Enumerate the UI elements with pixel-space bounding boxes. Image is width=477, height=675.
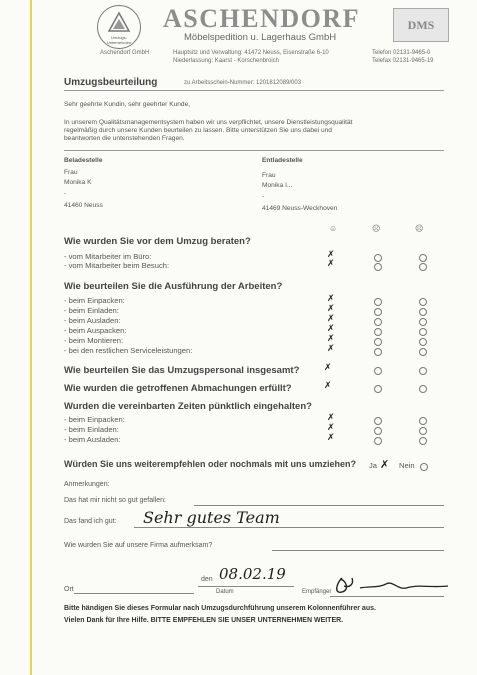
recipient-line[interactable]	[330, 596, 444, 597]
q2-item-3-radio-medium[interactable]	[374, 318, 382, 326]
logo-text: Umzugs-Unternehmen	[106, 35, 132, 45]
q2-title: Wie beurteilen Sie die Ausführung der Arbeiten?	[64, 281, 283, 292]
company-sub: Möbelspedition u. Lagerhaus GmbH	[184, 32, 337, 43]
q2-item-1-radio-medium[interactable]	[374, 298, 382, 306]
unload-dash: -	[262, 193, 265, 200]
q2-item-6-radio-medium[interactable]	[374, 348, 382, 356]
date-handwritten: 08.02.19	[219, 565, 286, 583]
q3-checked-good[interactable]: ✗	[324, 363, 332, 373]
q5-item-2-radio-bad[interactable]	[419, 427, 427, 435]
unload-salutation: Frau	[262, 172, 276, 179]
q5-item-1: - beim Einpacken:	[64, 415, 125, 424]
q2-item-3-radio-bad[interactable]	[419, 318, 427, 326]
q1-item-2-checked-good[interactable]: ✗	[327, 259, 335, 269]
q1-item-1-checked-good[interactable]: ✗	[327, 250, 335, 260]
q2-item-4-radio-bad[interactable]	[419, 328, 427, 336]
intro-line-1: In unserem Qualitätsmanagementsystem haben wir uns verpflichtet, unsere Dienstleistungsqualität	[64, 119, 353, 126]
q5-title: Wurden die vereinbarten Zeiten pünktlich eingehalten?	[64, 401, 312, 412]
title-divider	[64, 90, 444, 91]
q3-title: Wie beurteilen Sie das Umzugspersonal insgesamt?	[64, 365, 300, 376]
load-label: Beladestelle	[64, 157, 103, 164]
q1-item-1: - vom Mitarbeiter im Büro:	[64, 252, 152, 261]
greeting: Sehr geehrte Kundin, sehr geehrter Kunde,	[64, 101, 191, 108]
q2-item-5: - beim Montieren:	[64, 336, 124, 345]
q6-nein-label: Nein	[399, 461, 415, 470]
load-city: 41460 Neuss	[64, 202, 103, 209]
q6-title: Würden Sie uns weiterempfehlen oder nochmals mit uns umziehen?	[64, 459, 357, 469]
good-handwritten-value: Sehr gutes Team	[143, 508, 280, 527]
q2-item-6: - bei den restlichen Serviceleistungen:	[64, 346, 193, 355]
place-input-line[interactable]	[74, 593, 194, 594]
q2-item-1-radio-bad[interactable]	[419, 298, 427, 306]
remarks-title: Anmerkungen:	[64, 481, 110, 488]
q1-item-2-radio-bad[interactable]	[419, 263, 427, 271]
date-line[interactable]	[198, 586, 294, 587]
q1-item-1-radio-medium[interactable]	[374, 254, 382, 262]
q5-item-1-radio-medium[interactable]	[374, 417, 382, 425]
load-dash: -	[64, 190, 67, 197]
q5-item-1-checked-good[interactable]: ✗	[327, 413, 335, 423]
address-divider	[64, 150, 444, 151]
load-salutation: Frau	[64, 169, 78, 176]
order-number: zu Arbeitsschein-Nummer: 1201812089/003	[184, 80, 302, 86]
q1-item-2: - vom Mitarbeiter beim Besuch:	[64, 261, 170, 270]
q5-item-3: - beim Ausladen:	[64, 435, 121, 444]
q2-item-1: - beim Einpacken:	[64, 296, 125, 305]
q1-item-2-radio-medium[interactable]	[374, 263, 382, 271]
q2-item-4: - beim Auspacken:	[64, 326, 127, 335]
unload-city: 41469 Neuss-Weckhoven	[262, 205, 338, 212]
load-name: Monika K	[64, 179, 92, 186]
certification-badge: DMS	[393, 8, 449, 42]
q6-ja-checked[interactable]: ✗	[380, 458, 390, 471]
q6-ja-label: Ja	[369, 461, 378, 470]
q5-item-2-checked-good[interactable]: ✗	[327, 423, 335, 433]
q1-title: Wie wurden Sie vor dem Umzug beraten?	[64, 236, 251, 247]
date-prefix: den	[201, 576, 213, 583]
q5-item-1-radio-bad[interactable]	[419, 417, 427, 425]
rating-good-icon: ☺	[329, 224, 338, 233]
intro-line-2: regelmäßig durch unsere Kunden beurteilen zu lassen. Bitte unterstützen Sie uns dabei und	[64, 127, 332, 134]
q5-item-3-checked-good[interactable]: ✗	[327, 433, 335, 443]
good-label: Das fand ich gut:	[64, 518, 117, 525]
intro-line-3: beantworten die untenstehenden Fragen.	[64, 135, 185, 142]
q2-item-3: - beim Ausladen:	[64, 316, 121, 325]
q2-item-4-radio-medium[interactable]	[374, 328, 382, 336]
q3-radio-bad[interactable]	[419, 367, 427, 375]
q4-radio-medium[interactable]	[374, 385, 382, 393]
q3-radio-medium[interactable]	[374, 367, 382, 375]
bad-input-line[interactable]	[194, 505, 444, 506]
q5-item-3-radio-bad[interactable]	[419, 437, 427, 445]
unload-label: Entladestelle	[262, 157, 303, 164]
good-input-line[interactable]	[134, 527, 444, 528]
date-label: Datum	[216, 589, 234, 595]
q2-item-5-radio-bad[interactable]	[419, 338, 427, 346]
place-label: Ort	[64, 586, 74, 593]
q2-item-5-checked-good[interactable]: ✗	[327, 334, 335, 344]
q4-radio-bad[interactable]	[419, 385, 427, 393]
q2-item-2-radio-medium[interactable]	[374, 308, 382, 316]
q2-item-2-radio-bad[interactable]	[419, 308, 427, 316]
q2-item-4-checked-good[interactable]: ✗	[327, 324, 335, 334]
q4-checked-good[interactable]: ✗	[324, 381, 332, 391]
q2-item-5-radio-medium[interactable]	[374, 338, 382, 346]
form-title: Umzugsbeurteilung	[64, 77, 158, 88]
q1-item-1-radio-bad[interactable]	[419, 254, 427, 262]
company-short: Aschendorf GmbH	[100, 50, 150, 56]
q2-item-3-checked-good[interactable]: ✗	[327, 314, 335, 324]
q5-item-3-radio-medium[interactable]	[374, 437, 382, 445]
address-line-2: Niederlassung: Kaarst - Korschenbroich	[173, 58, 280, 64]
phone: Telefon 02131-9465-0	[372, 50, 431, 56]
footer-line-1: Bitte händigen Sie dieses Formular nach Umzugsdurchführung unserem Kolonnenführer aus.	[64, 605, 376, 612]
unload-name: Monika I...	[262, 182, 293, 189]
fax: Telefax 02131-9465-19	[372, 58, 434, 64]
company-logo	[97, 5, 141, 49]
attention-label: Wie wurden Sie auf unsere Firma aufmerksam?	[64, 542, 213, 549]
q2-item-6-radio-bad[interactable]	[419, 348, 427, 356]
rating-bad-icon: ☹	[415, 224, 424, 233]
q2-item-6-checked-good[interactable]: ✗	[327, 344, 335, 354]
q5-item-2-radio-medium[interactable]	[374, 427, 382, 435]
footer-line-2: Vielen Dank für Ihre Hilfe. BITTE EMPFEHLEN SIE UNSER UNTERNEHMEN WEITER.	[64, 617, 344, 624]
q2-item-2-checked-good[interactable]: ✗	[327, 304, 335, 314]
q4-title: Wie wurden die getroffenen Abmachungen erfüllt?	[64, 383, 292, 394]
address-line-1: Hauptsitz und Verwaltung: 41472 Neuss, Eisenstraße 6-10	[173, 50, 329, 56]
margin-line	[30, 0, 32, 675]
recipient-label: Empfänger	[302, 589, 332, 595]
q2-item-2: - beim Einladen:	[64, 306, 119, 315]
q6-nein-radio[interactable]	[420, 463, 428, 471]
company-name: ASCHENDORF	[163, 4, 361, 33]
q2-item-1-checked-good[interactable]: ✗	[327, 294, 335, 304]
bad-label: Das hat mir nicht so gut gefallen:	[64, 497, 166, 504]
q5-item-2: - beim Einladen:	[64, 425, 119, 434]
attention-input-line[interactable]	[272, 550, 444, 551]
rating-medium-icon: ☹	[372, 224, 381, 233]
